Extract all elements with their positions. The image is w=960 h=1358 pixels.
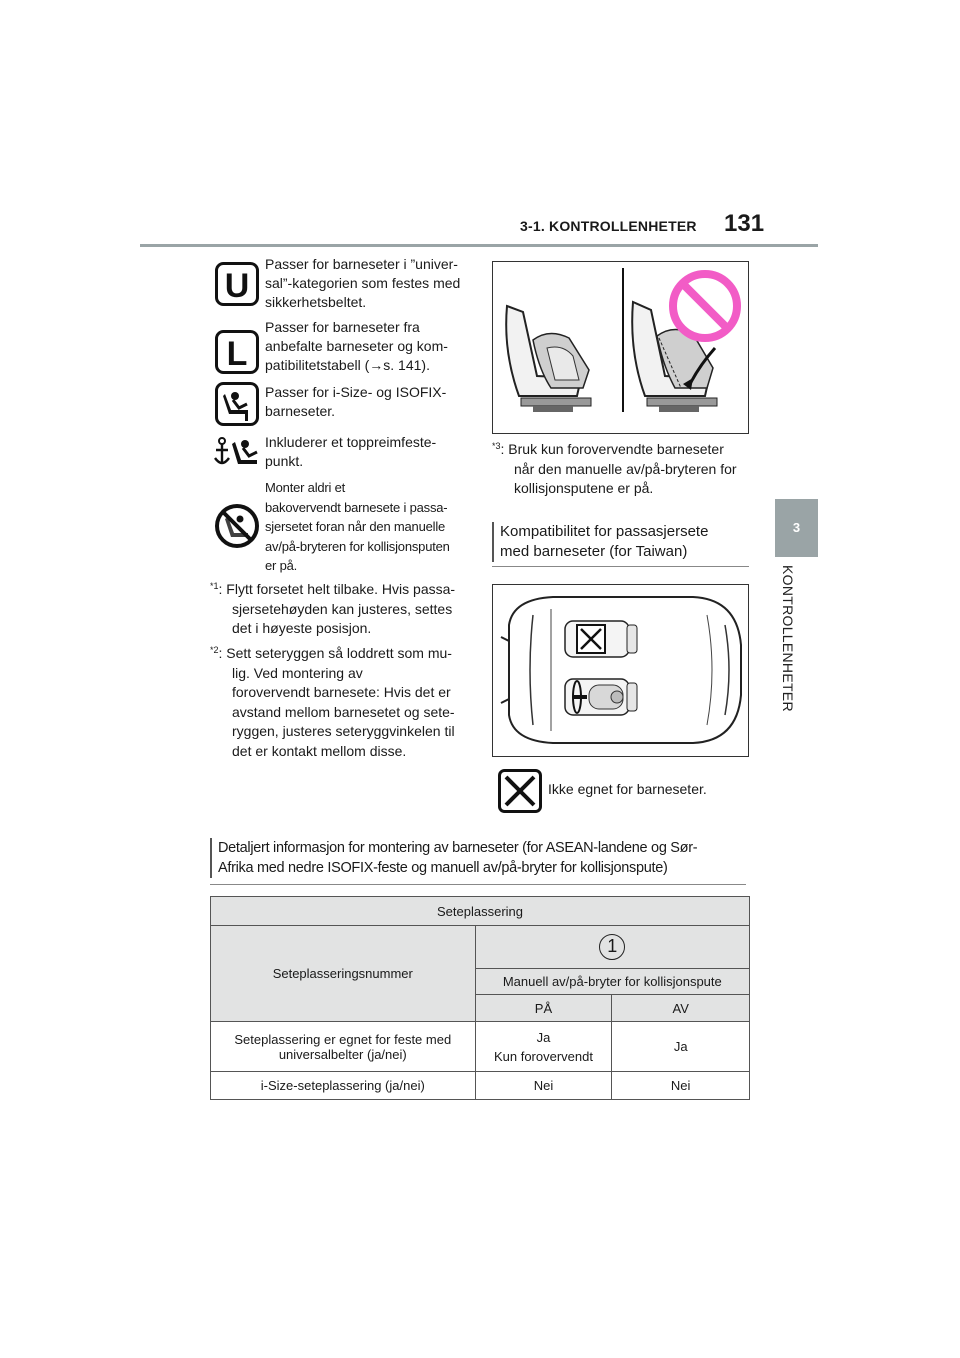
seat-suitability-table xyxy=(210,896,750,1100)
switch-off-label: AV xyxy=(612,995,750,1022)
legend-text-isofix: Passer for i-Size- og ISOFIX- barneseter. xyxy=(265,384,447,419)
section-title: 3-1. KONTROLLENHETER xyxy=(520,218,697,234)
note-2: $^{*2}$: Sett seteryggen så loddrett som mu- lig. Ved montering av forovervendt barnesete: Hvis det er avstand mellom barnesetet og sete- ryggen, justeres seteryggvinkelen til det er kontakt mellom disse. xyxy=(210,645,455,759)
asean-section-rule xyxy=(210,884,746,885)
legend-text-no-rear: Monter aldri et bakovervendt barnesete i passa- sjersetet foran når den manuelle av/på-bryteren for kollisjonsputen er på. xyxy=(265,480,450,573)
table-header: Seteplassering xyxy=(211,897,750,926)
chapter-tab: 3 xyxy=(775,499,818,557)
table-cell: Ja Kun forovervendt xyxy=(475,1022,612,1072)
table-row-label: Seteplassering er egnet for feste med universalbelter (ja/nei) xyxy=(211,1022,476,1072)
legend-text-anchor: Inkluderer et toppreimfeste- punkt. xyxy=(265,434,437,469)
anchor-seat-icon xyxy=(213,436,263,480)
table-cell: Nei xyxy=(612,1072,750,1100)
limited-l-icon xyxy=(215,330,259,374)
not-suitable-x-icon xyxy=(498,769,542,813)
legend-text-u: Passer for barneseter i ”univer- sal”-kategorien som festes med sikkerhetsbeltet. xyxy=(265,256,461,310)
seat-position-figure xyxy=(492,261,749,434)
airbag-switch-label: Manuell av/på-bryter for kollisjonspute xyxy=(475,969,749,995)
table-cell: Ja xyxy=(612,1022,750,1072)
asean-section-heading: Detaljert informasjon for montering av barneseter (for ASEAN-landene og Sør- Afrika med nedre ISOFIX-feste og manuell av/på-bryter for kollisjonspute) xyxy=(210,838,750,878)
universal-u-icon xyxy=(215,262,259,306)
taiwan-section-rule xyxy=(492,566,749,567)
no-rear-facing-icon xyxy=(214,503,260,549)
page-number: 131 xyxy=(724,210,765,237)
seat-number-cell xyxy=(475,926,749,969)
chapter-label: KONTROLLENHETER xyxy=(780,565,796,712)
seat-number-badge: 1 xyxy=(599,934,625,960)
isofix-seat-icon xyxy=(215,382,259,426)
header-rule xyxy=(140,244,818,247)
car-top-view-figure xyxy=(492,584,749,757)
switch-on-label: PÅ xyxy=(475,995,612,1022)
not-suitable-text: Ikke egnet for barneseter. xyxy=(548,781,707,797)
seat-number-label: Seteplasseringsnummer xyxy=(211,926,476,1022)
table-row-label: i-Size-seteplassering (ja/nei) xyxy=(211,1072,476,1100)
taiwan-section-heading: Kompatibilitet for passasjersete med barneseter (for Taiwan) xyxy=(492,522,749,562)
note-3: $^{*3}$: Bruk kun forovervendte barneseter når den manuelle av/på-bryteren for kollisjonsputene er på. xyxy=(492,441,737,496)
table-cell: Nei xyxy=(475,1072,612,1100)
legend-text-l: Passer for barneseter fra anbefalte barneseter og kom- patibilitetstabell (→s. 141). xyxy=(265,319,448,373)
svg-text:L: L xyxy=(226,335,248,373)
note-1: $^{*1}$: Flytt forsetet helt tilbake. Hvis passa- sjersetehøyden kan justeres, settes det i høyeste posisjon. xyxy=(210,581,456,636)
svg-text:U: U xyxy=(224,267,250,305)
